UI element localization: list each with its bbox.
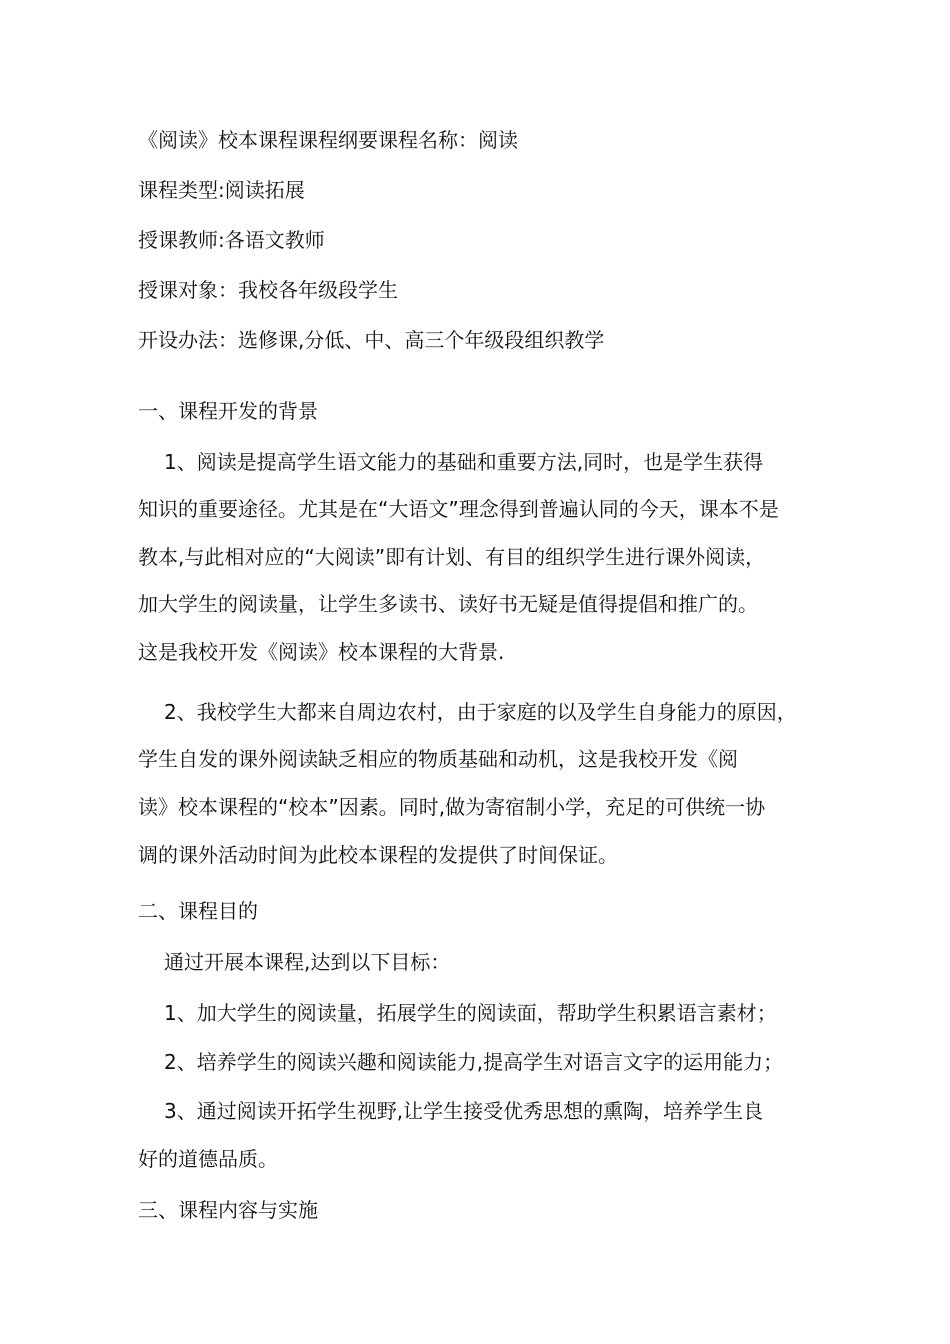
section-heading-background: 一、课程开发的背景 <box>138 399 318 423</box>
course-title-line: 《阅读》校本课程课程纲要课程名称：阅读 <box>138 128 518 152</box>
course-type-line: 课程类型:阅读拓展 <box>138 178 305 202</box>
paragraph-line: 读》校本课程的“校本”因素。同时,做为寄宿制小学，充足的可供统一协 <box>138 795 766 819</box>
goals-intro-line: 通过开展本课程,达到以下目标： <box>164 950 451 974</box>
paragraph-line: 教本,与此相对应的“大阅读”即有计划、有目的组织学生进行课外阅读， <box>138 545 766 569</box>
paragraph-line: 加大学生的阅读量，让学生多读书、读好书无疑是值得提倡和推广的。 <box>138 592 758 616</box>
paragraph-line: 学生自发的课外阅读缺乏相应的物质基础和动机，这是我校开发《阅 <box>138 747 738 771</box>
section-heading-goals: 二、课程目的 <box>138 899 258 923</box>
course-method-line: 开设办法：选修课,分低、中、高三个年级段组织教学 <box>138 328 605 352</box>
paragraph-line: 知识的重要途径。尤其是在“大语文”理念得到普遍认同的今天，课本不是 <box>138 497 779 521</box>
section-heading-content: 三、课程内容与实施 <box>138 1198 318 1222</box>
goal-item-continuation: 好的道德品质。 <box>138 1147 278 1171</box>
goal-item: 3、通过阅读开拓学生视野,让学生接受优秀思想的熏陶，培养学生良 <box>164 1099 764 1123</box>
paragraph-line: 1、阅读是提高学生语文能力的基础和重要方法,同时，也是学生获得 <box>164 450 764 474</box>
paragraph-line: 这是我校开发《阅读》校本课程的大背景. <box>138 640 505 664</box>
goal-item: 2、培养学生的阅读兴趣和阅读能力,提高学生对语言文字的运用能力； <box>164 1050 784 1074</box>
course-teacher-line: 授课教师:各语文教师 <box>138 228 325 252</box>
goal-item: 1、加大学生的阅读量，拓展学生的阅读面，帮助学生积累语言素材； <box>164 1001 777 1025</box>
course-audience-line: 授课对象：我校各年级段学生 <box>138 278 398 302</box>
paragraph-line: 2、我校学生大都来自周边农村，由于家庭的以及学生自身能力的原因， <box>164 700 797 724</box>
paragraph-line: 调的课外活动时间为此校本课程的发提供了时间保证。 <box>138 843 618 867</box>
